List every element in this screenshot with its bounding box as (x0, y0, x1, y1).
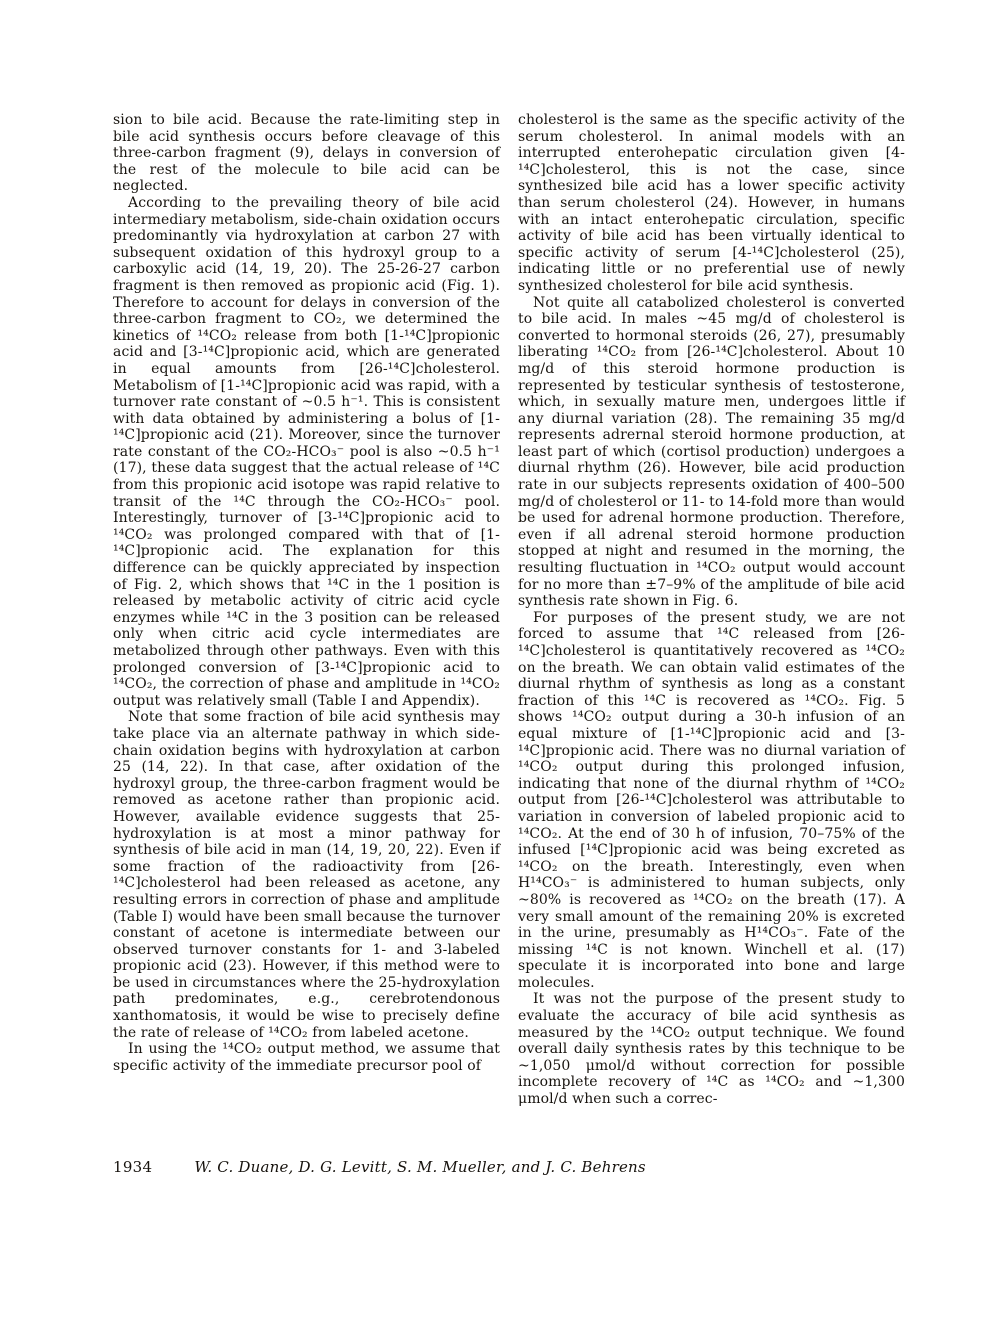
paragraph-right-3: For purposes of the present study, we are not forced to assume that ¹⁴C released from [26-¹⁴C]cholesterol is quantitatively recovered as ¹⁴CO₂ on the breath. We can obtain valid estimates of the diurnal rhythm of synthesis as long as a constant fraction of this ¹⁴C is recovered as ¹⁴CO₂. Fig. 5 shows ¹⁴CO₂ output during a 30-h infusion of an equal mixture of [1-¹⁴C]propionic acid and [3-¹⁴C]propionic acid. There was no diurnal variation of ¹⁴CO₂ output during this prolonged infusion, indicating that none of the diurnal rhythm of ¹⁴CO₂ output from [26-¹⁴C]cholesterol was attributable to variation in conversion of labeled propionic acid to ¹⁴CO₂. At the end of 30 h of infusion, 70–75% of the infused [¹⁴C]propionic acid was being excreted as ¹⁴CO₂ on the breath. Interestingly, even when H¹⁴CO₃⁻ is administered to human subjects, only ~80% is recovered as ¹⁴CO₂ on the breath (17). A very small amount of the remaining 20% is excreted in the urine, presumably as H¹⁴CO₃⁻. Fate of the missing ¹⁴C is not known. Winchell et al. (17) speculate it is incorporated into bone and large molecules. (518, 609, 905, 991)
paragraph-right-1: cholesterol is the same as the specific activity of the serum cholesterol. In animal models with an interrupted enterohepatic circulation given [4-¹⁴C]cholesterol, this is not the case, since synthesized bile acid has a lower specific activity than serum cholesterol (24). However, in humans with an intact enterohepatic circulation, specific activity of bile acid has been virtually identical to specific activity of serum [4-¹⁴C]cholesterol (25), indicating little or no preferential use of newly synthesized cholesterol for bile acid synthesis. (518, 112, 905, 294)
paragraph-right-2: Not quite all catabolized cholesterol is converted to bile acid. In males ~45 mg/d of cholesterol is converted to hormonal steroids (26, 27), presumably liberating ¹⁴CO₂ from [26-¹⁴C]cholesterol. About 10 mg/d of this steroid hormone production is represented by testicular synthesis of testosterone, which, in sexually mature men, undergoes little if any diurnal variation (28). The remaining 35 mg/d represents adrernal steroid hormone production, at least part of which (cortisol production) undergoes a diurnal rhythm (26). However, bile acid production rate in our subjects represents oxidation of 400–500 mg/d of cholesterol or 11- to 14-fold more than would be used for adrenal hormone production. Therefore, even if all adrenal steroid hormone production stopped at night and resumed in the morning, the resulting fluctuation in ¹⁴CO₂ output would account for no more than ±7–9% of the amplitude of bile acid synthesis rate shown in Fig. 6. (518, 294, 905, 610)
page-number: 1934 (113, 1157, 153, 1176)
paragraph-left-3: Note that some fraction of bile acid synthesis may take place via an alternate pathway in which side-chain oxidation begins with hydroxylation at carbon 25 (14, 22). In that case, after oxidation of the hydroxyl group, the three-carbon fragment would be removed as acetone rather than propionic acid. However, available evidence suggests that 25-hydroxylation is at most a minor pathway for synthesis of bile acid in man (14, 19, 20, 22). Even if some fraction of the radioactivity from [26-¹⁴C]cholesterol had been released as acetone, any resulting errors in correction of phase and amplitude (Table I) would have been small because the turnover constant of acetone is intermediate between our observed turnover constants for 1- and 3-labeled propionic acid (23). However, if this method were to be used in circumstances where the 25-hydroxylation path predominates, e.g., cerebrotendonous xanthomatosis, it would be wise to precisely define the rate of release of ¹⁴CO₂ from labeled acetone. (113, 709, 500, 1041)
paragraph-left-2: According to the prevailing theory of bile acid intermediary metabolism, side-chain oxidation occurs predominantly via hydroxylation at carbon 27 with subsequent oxidation of this hydroxyl group to a carboxylic acid (14, 19, 20). The 25-26-27 carbon fragment is then removed as propionic acid (Fig. 1). Therefore to account for delays in conversion of the three-carbon fragment to CO₂, we determined the kinetics of ¹⁴CO₂ release from both [1-¹⁴C]propionic acid and [3-¹⁴C]propionic acid, which are generated in equal amounts from [26-¹⁴C]cholesterol. Metabolism of [1-¹⁴C]propionic acid was rapid, with a turnover rate constant of ~0.5 h⁻¹. This is consistent with data obtained by administering a bolus of [1-¹⁴C]propionic acid (21). Moreover, since the turnover rate constant of the CO₂-HCO₃⁻ pool is also ~0.5 h⁻¹ (17), these data suggest that the actual release of ¹⁴C from this propionic acid isotope was rapid relative to transit of the ¹⁴C through the CO₂-HCO₃⁻ pool. Interestingly, turnover of [3-¹⁴C]propionic acid to ¹⁴CO₂ was prolonged compared with that of [1-¹⁴C]propionic acid. The explanation for this difference can be quickly appreciated by inspection of Fig. 2, which shows that ¹⁴C in the 1 position is released by metabolic activity of citric acid cycle enzymes while ¹⁴C in the 3 position can be released only when citric acid cycle intermediates are metabolized through other pathways. Even with this prolonged conversion of [3-¹⁴C]propionic acid to ¹⁴CO₂, the correction of phase and amplitude in ¹⁴CO₂ output was relatively small (Table I and Appendix). (113, 194, 500, 709)
right-column (518, 112, 905, 1108)
left-column (113, 112, 500, 1108)
running-authors: W. C. Duane, D. G. Levitt, S. M. Mueller, and J. C. Behrens (194, 1157, 646, 1176)
paragraph-left-1: sion to bile acid. Because the rate-limiting step in bile acid synthesis occurs before cleavage of this three-carbon fragment (9), delays in conversion of the rest of the molecule to bile acid can be neglected. (113, 112, 500, 195)
paragraph-right-4: It was not the purpose of the present study to evaluate the accuracy of bile acid synthesis as measured by the ¹⁴CO₂ output technique. We found overall daily synthesis rates by this technique to be ~1,050 μmol/d without correction for possible incomplete recovery of ¹⁴C as ¹⁴CO₂ and ~1,300 μmol/d when such a correc- (518, 991, 905, 1108)
paragraph-left-4: In using the ¹⁴CO₂ output method, we assume that specific activity of the immediate precursor pool of (113, 1041, 500, 1074)
text-columns (113, 112, 905, 1108)
page-footer (113, 1158, 905, 1176)
